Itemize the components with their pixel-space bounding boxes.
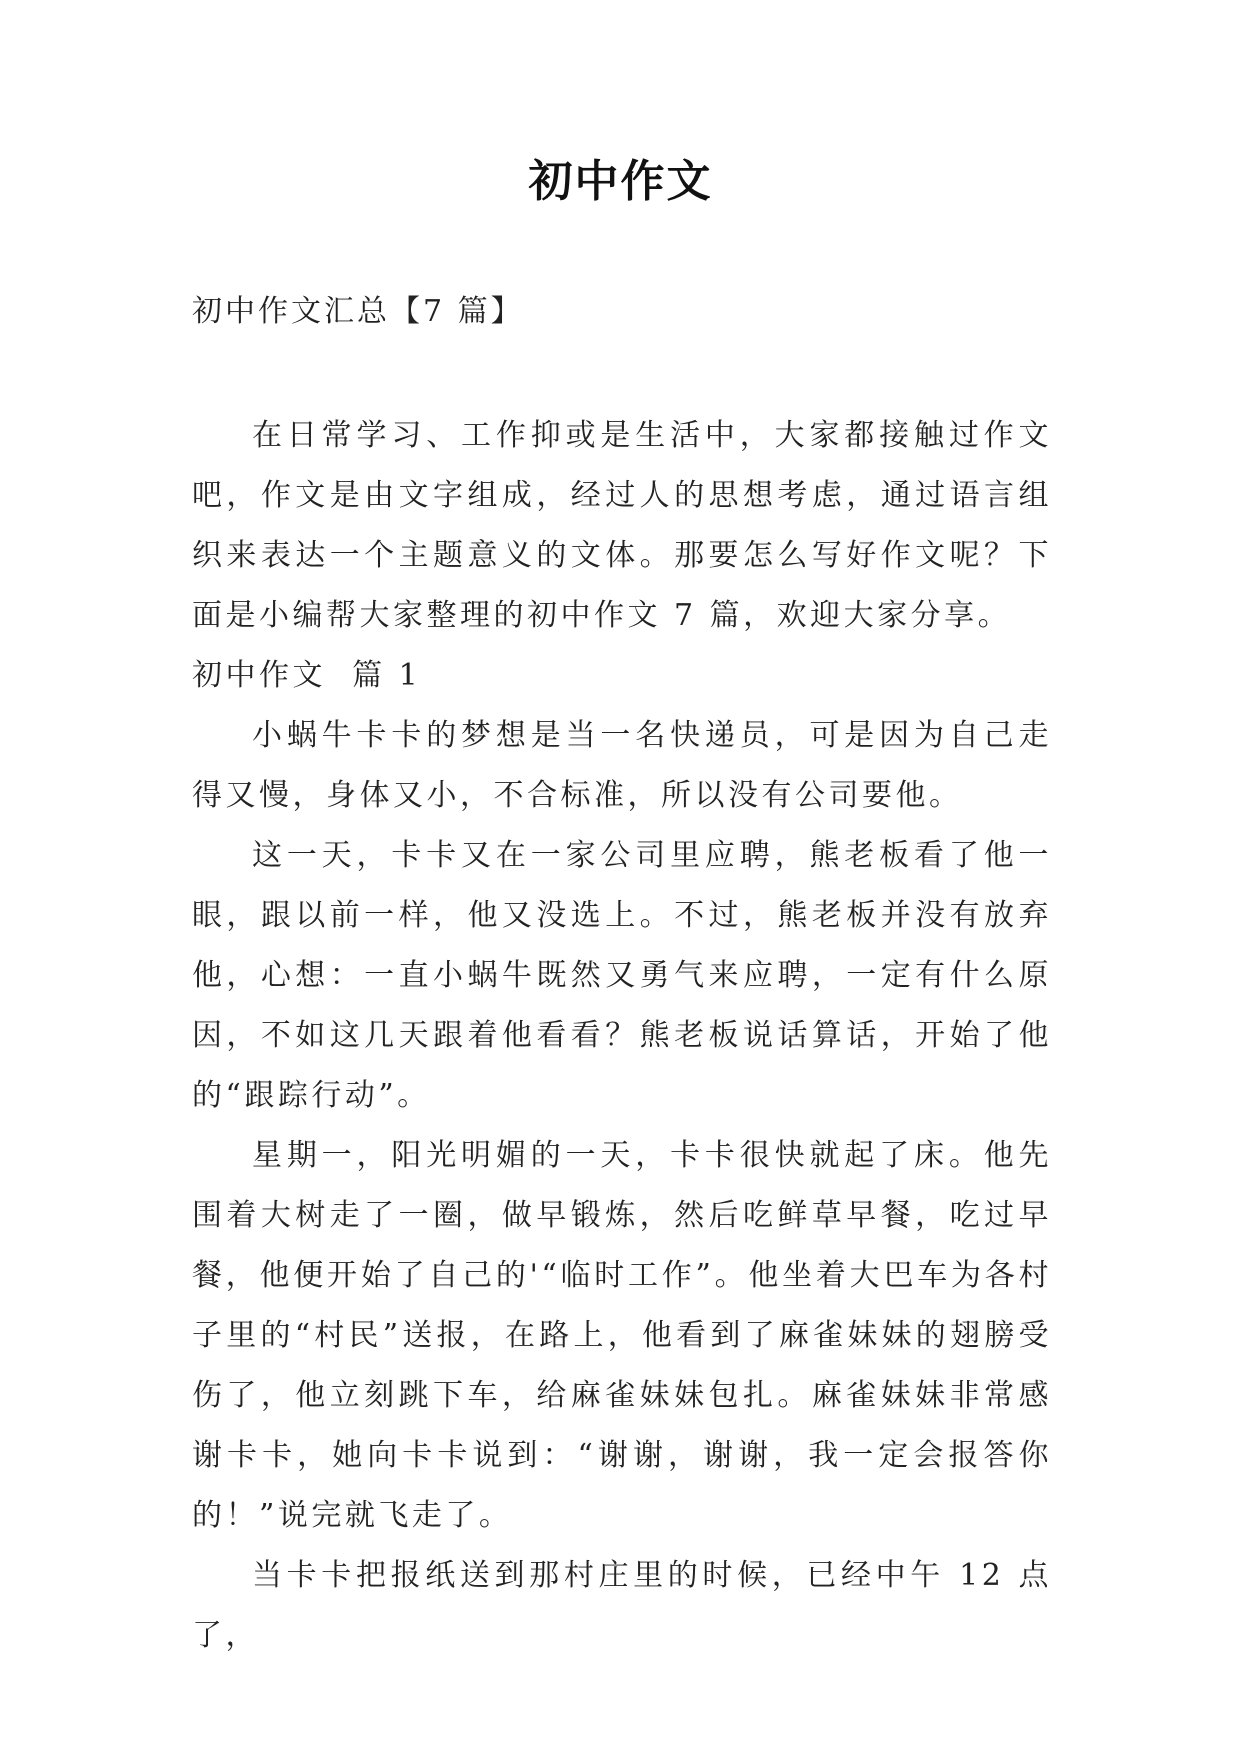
document-subtitle: 初中作文汇总【7 篇】 xyxy=(192,294,524,329)
document-body xyxy=(192,406,1052,1666)
document-title: 初中作文 xyxy=(528,156,713,207)
body-paragraph-2: 这一天，卡卡又在一家公司里应聘，熊老板看了他一眼，跟以前一样，他又没选上。不过，熊老板并没有放弃他，心想：一直小蜗牛既然又勇气来应聘，一定有什么原因，不如这几天跟着他看看？熊老板说话算话，开始了他的“跟踪行动”。 xyxy=(192,838,1052,1113)
intro-paragraph: 在日常学习、工作抑或是生活中，大家都接触过作文吧，作文是由文字组成，经过人的思想考虑，通过语言组织来表达一个主题意义的文体。那要怎么写好作文呢？下面是小编帮大家整理的初中作文 7 篇，欢迎大家分享。 xyxy=(192,418,1052,633)
body-paragraph-4: 当卡卡把报纸送到那村庄里的时候，已经中午 12 点了， xyxy=(192,1558,1052,1653)
body-paragraph-1: 小蜗牛卡卡的梦想是当一名快递员，可是因为自己走得又慢，身体又小，不合标准，所以没有公司要他。 xyxy=(192,718,1052,813)
section-heading: 初中作文 篇 1 xyxy=(192,658,422,693)
body-paragraph-3: 星期一，阳光明媚的一天，卡卡很快就起了床。他先围着大树走了一圈，做早锻炼，然后吃鲜草早餐，吃过早餐，他便开始了自己的'“临时工作”。他坐着大巴车为各村子里的“村民”送报，在路上，他看到了麻雀妹妹的翅膀受伤了，他立刻跳下车，给麻雀妹妹包扎。麻雀妹妹非常感谢卡卡，她向卡卡说到：“谢谢，谢谢，我一定会报答你的！”说完就飞走了。 xyxy=(192,1138,1052,1533)
